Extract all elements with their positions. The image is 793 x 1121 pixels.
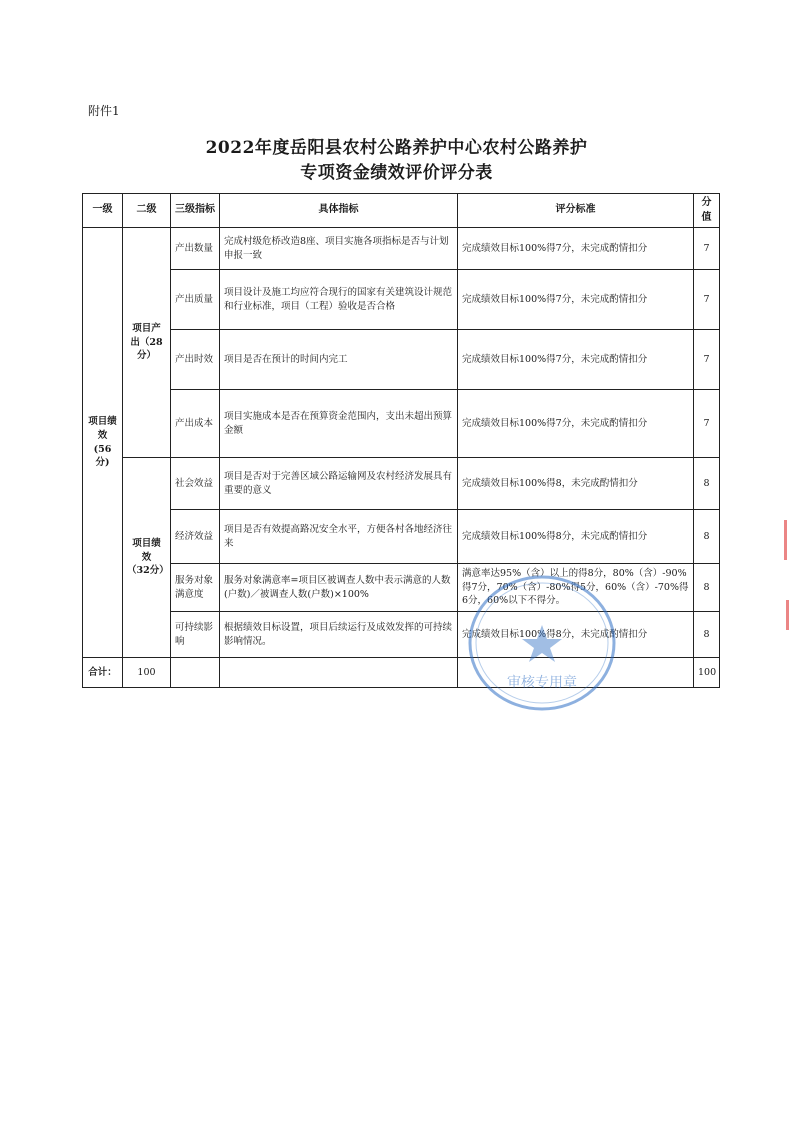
indicator-cell: 项目实施成本是否在预算资金范围内，支出未超出预算金额 — [220, 390, 458, 458]
score-cell: 8 — [694, 458, 720, 510]
score-cell: 8 — [694, 564, 720, 612]
indicator-cell: 项目设计及施工均应符合现行的国家有关建筑设计规范和行业标准，项目（工程）验收是否合格 — [220, 270, 458, 330]
level3-cell: 服务对象满意度 — [171, 564, 220, 612]
level2-cell-output: 项目产 出（28 分） — [123, 228, 171, 458]
score-cell: 7 — [694, 390, 720, 458]
table-row — [83, 510, 720, 564]
table-row — [83, 612, 720, 658]
indicator-cell: 服务对象满意率=项目区被调查人数中表示满意的人数(户数)／被调查人数(户数)×100% — [220, 564, 458, 612]
empty-cell — [171, 658, 220, 688]
header-level2: 二级 — [123, 194, 171, 228]
standard-cell: 满意率达95%（含）以上的得8分，80%（含）-90%得7分，70%（含）-80%得5分，60%（含）-70%得6分，60%以下不得分。 — [458, 564, 694, 612]
standard-cell: 完成绩效目标100%得8分，未完成酌情扣分 — [458, 510, 694, 564]
table-row — [83, 330, 720, 390]
table-row — [83, 270, 720, 330]
total-level2-value: 100 — [123, 658, 171, 688]
edge-mark — [786, 600, 789, 630]
level3-cell: 产出时效 — [171, 330, 220, 390]
standard-cell: 完成绩效目标100%得8分，未完成酌情扣分 — [458, 612, 694, 658]
table-row — [83, 458, 720, 510]
header-indicator: 具体指标 — [220, 194, 458, 228]
table-row — [83, 390, 720, 458]
standard-cell: 完成绩效目标100%得8，未完成酌情扣分 — [458, 458, 694, 510]
page-title-line2: 专项资金绩效评价评分表 — [300, 163, 493, 183]
indicator-cell: 根据绩效目标设置，项目后续运行及成效发挥的可持续影响情况。 — [220, 612, 458, 658]
attachment-label: 附件1 — [88, 104, 120, 118]
empty-cell — [220, 658, 458, 688]
header-level1: 一级 — [83, 194, 123, 228]
table-row — [83, 228, 720, 270]
score-cell: 7 — [694, 270, 720, 330]
level3-cell: 经济效益 — [171, 510, 220, 564]
total-score-value: 100 — [694, 658, 720, 688]
indicator-cell: 项目是否有效提高路况安全水平，方便各村各地经济往来 — [220, 510, 458, 564]
score-table — [82, 193, 720, 688]
indicator-cell: 项目是否对于完善区域公路运输网及农村经济发展具有重要的意义 — [220, 458, 458, 510]
score-cell: 8 — [694, 612, 720, 658]
score-cell: 8 — [694, 510, 720, 564]
table-row — [83, 564, 720, 612]
level3-cell: 产出成本 — [171, 390, 220, 458]
standard-cell: 完成绩效目标100%得7分，未完成酌情扣分 — [458, 330, 694, 390]
header-standard: 评分标准 — [458, 194, 694, 228]
standard-cell: 完成绩效目标100%得7分，未完成酌情扣分 — [458, 390, 694, 458]
level1-cell: 项目绩效 (56分) — [83, 228, 123, 658]
total-row — [83, 658, 720, 688]
empty-cell — [458, 658, 694, 688]
page-title-line1: 2022年度岳阳县农村公路养护中心农村公路养护 — [205, 138, 588, 158]
level3-cell: 产出数量 — [171, 228, 220, 270]
indicator-cell: 项目是否在预计的时间内完工 — [220, 330, 458, 390]
header-score: 分值 — [694, 194, 720, 228]
indicator-cell: 完成村级危桥改造8座、项目实施各项指标是否与计划申报一致 — [220, 228, 458, 270]
stamp-text: 审核专用章 — [507, 675, 577, 691]
standard-cell: 完成绩效目标100%得7分，未完成酌情扣分 — [458, 270, 694, 330]
level3-cell: 可持续影响 — [171, 612, 220, 658]
level3-cell: 产出质量 — [171, 270, 220, 330]
edge-mark — [784, 520, 787, 560]
total-label: 合计： — [83, 658, 123, 688]
score-cell: 7 — [694, 228, 720, 270]
level3-cell: 社会效益 — [171, 458, 220, 510]
header-level3: 三级指标 — [171, 194, 220, 228]
standard-cell: 完成绩效目标100%得7分，未完成酌情扣分 — [458, 228, 694, 270]
table-header-row — [83, 194, 720, 228]
level2-cell-effect: 项目绩 效 （32分） — [123, 458, 171, 658]
score-cell: 7 — [694, 330, 720, 390]
